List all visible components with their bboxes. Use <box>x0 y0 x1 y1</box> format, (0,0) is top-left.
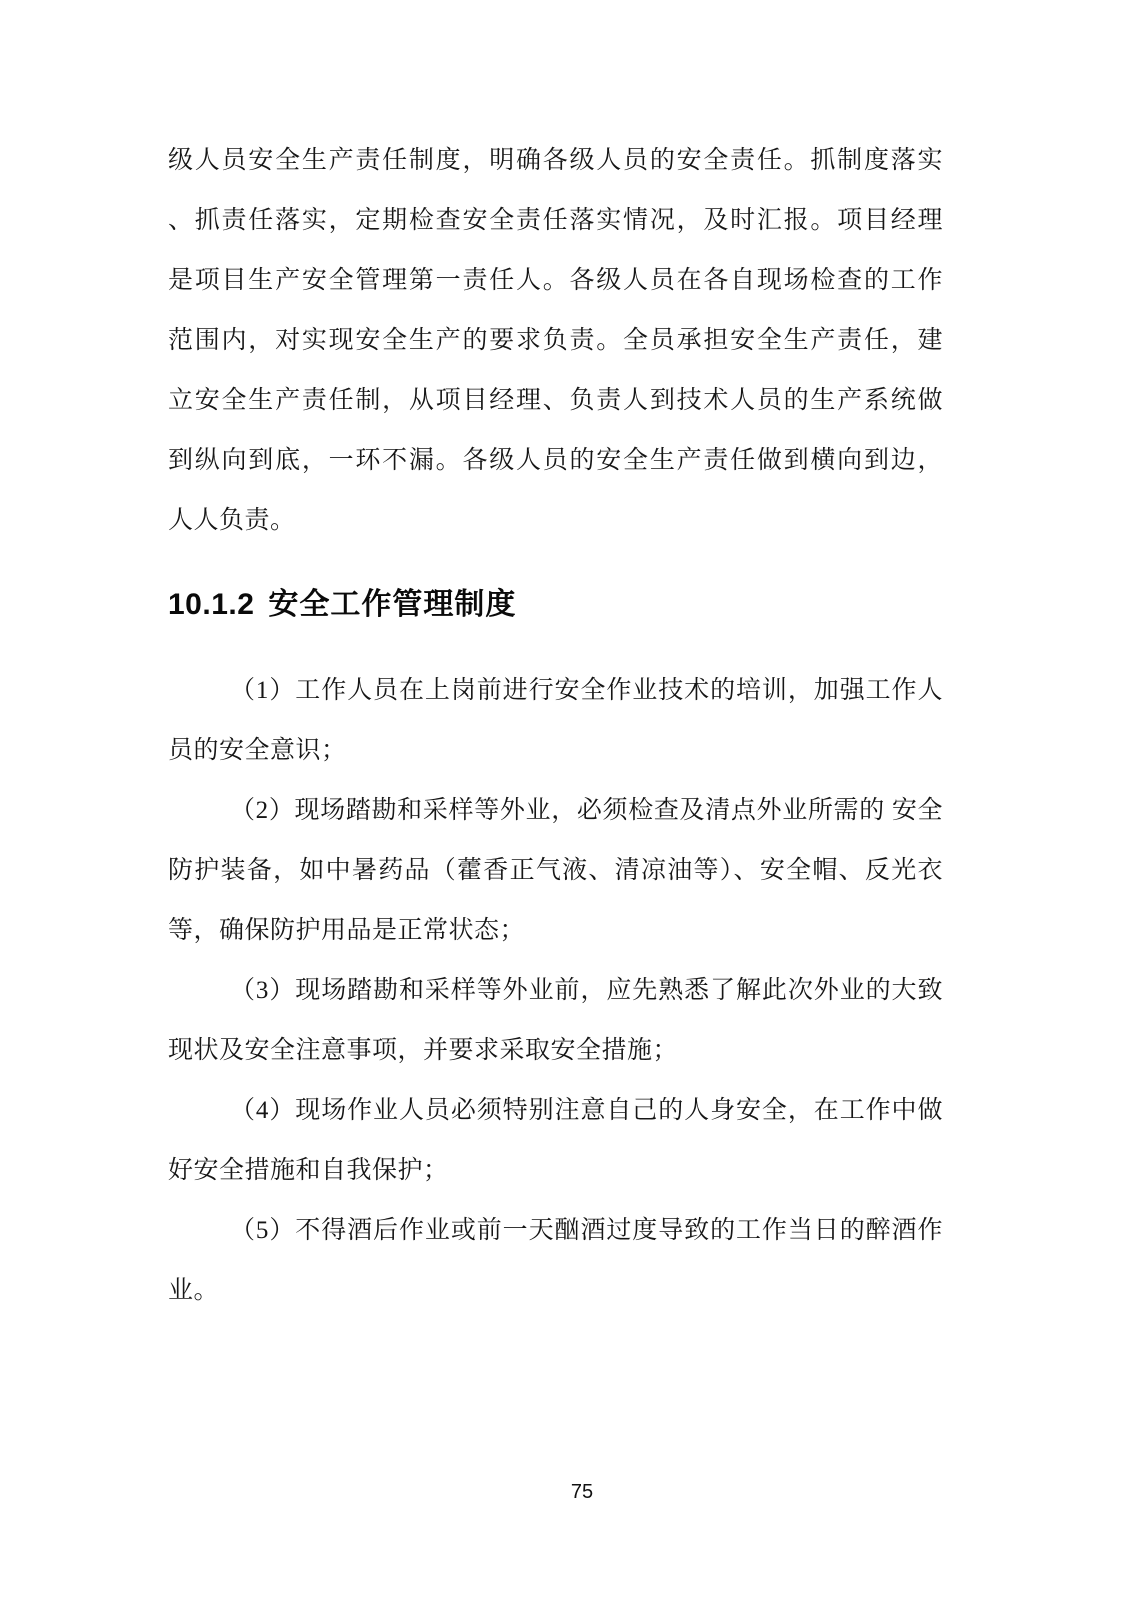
section-number: 10.1.2 <box>168 588 255 621</box>
text-line: 防护装备，如中暑药品（藿香正气液、清凉油等）、安全帽、反光衣 <box>168 857 943 884</box>
text-line: 级人员安全生产责任制度，明确各级人员的安全责任。抓制度落实 <box>168 147 943 174</box>
list-item-3 <box>168 961 943 1081</box>
text-line: 等，确保防护用品是正常状态； <box>168 917 526 944</box>
text-line: 现状及安全注意事项，并要求采取安全措施； <box>168 1037 679 1064</box>
list-item-2 <box>168 781 943 961</box>
page-footer <box>0 1479 1131 1505</box>
paragraph-continuation <box>168 131 943 551</box>
text-line: 到纵向到底，一环不漏。各级人员的安全生产责任做到横向到边， <box>168 447 943 474</box>
numbered-item-list <box>168 661 943 1321</box>
page-content <box>168 0 943 1321</box>
text-line: 业。 <box>168 1277 220 1304</box>
text-line: 员的安全意识； <box>168 737 347 764</box>
text-line: 立安全生产责任制，从项目经理、负责人到技术人员的生产系统做 <box>168 387 943 414</box>
list-item-1 <box>168 661 943 781</box>
text-line: 范围内，对实现安全生产的要求负责。全员承担安全生产责任，建 <box>168 327 943 354</box>
text-line: （2）现场踏勘和采样等外业，必须检查及清点外业所需的 安全 <box>230 797 943 824</box>
text-line: 好安全措施和自我保护； <box>168 1157 449 1184</box>
list-item-4 <box>168 1081 943 1201</box>
page-number: 75 <box>570 1481 594 1503</box>
list-item-5 <box>168 1201 943 1321</box>
text-line: （4）现场作业人员必须特别注意自己的人身安全，在工作中做 <box>230 1097 943 1124</box>
text-line: （1）工作人员在上岗前进行安全作业技术的培训，加强工作人 <box>230 677 943 704</box>
text-line: 、抓责任落实，定期检查安全责任落实情况，及时汇报。项目经理 <box>168 207 943 234</box>
section-title: 安全工作管理制度 <box>268 588 517 621</box>
section-heading <box>168 575 943 635</box>
text-line: 是项目生产安全管理第一责任人。各级人员在各自现场检查的工作 <box>168 267 943 294</box>
text-line: （5）不得酒后作业或前一天酗酒过度导致的工作当日的醉酒作 <box>230 1217 943 1244</box>
text-line: （3）现场踏勘和采样等外业前，应先熟悉了解此次外业的大致 <box>230 977 943 1004</box>
text-line: 人人负责。 <box>168 507 296 534</box>
